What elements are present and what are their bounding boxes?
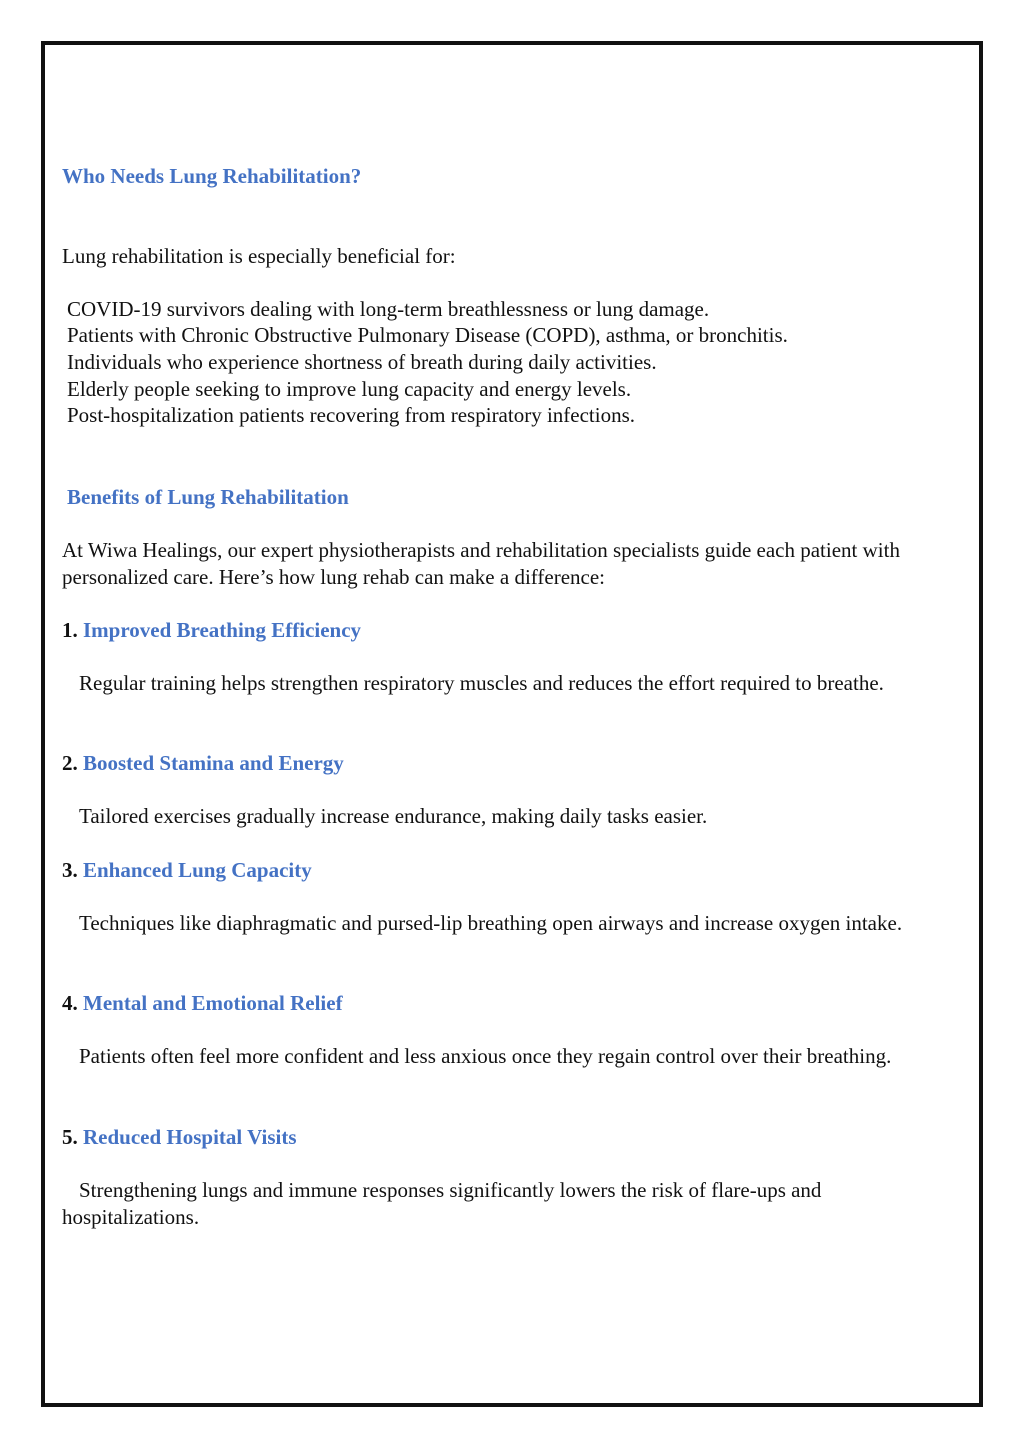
benefit-title: Improved Breathing Efficiency	[83, 618, 362, 642]
benefits-intro: At Wiwa Healings, our expert physiotherapists and rehabilitation specialists guide each patient with personalized care. Here’s how lung rehab can make a difference:	[62, 538, 900, 589]
benefit-text: Techniques like diaphragmatic and pursed-lip breathing open airways and increase oxygen intake.	[79, 911, 903, 935]
benefit-text: Patients often feel more confident and less anxious once they regain control over their breathing.	[79, 1044, 892, 1068]
list-item: Patients with Chronic Obstructive Pulmonary Disease (COPD), asthma, or bronchitis.	[67, 323, 788, 347]
list-item: Elderly people seeking to improve lung capacity and energy levels.	[67, 377, 632, 401]
section-intro: Lung rehabilitation is especially beneficial for:	[62, 244, 456, 268]
benefit-number: 5.	[62, 1125, 78, 1149]
benefit-title: Mental and Emotional Relief	[83, 991, 343, 1015]
list-item: Individuals who experience shortness of breath during daily activities.	[67, 350, 657, 374]
benefit-heading	[62, 990, 343, 1017]
list-item: Post-hospitalization patients recovering from respiratory infections.	[67, 403, 636, 427]
list-item: COVID-19 survivors dealing with long-term breathlessness or lung damage.	[67, 297, 710, 321]
benefit-heading	[62, 617, 361, 644]
benefit-heading	[62, 857, 312, 884]
benefit-heading	[62, 1124, 297, 1151]
benefit-number: 1.	[62, 618, 78, 642]
benefit-number: 2.	[62, 751, 78, 775]
section-heading-benefits: Benefits of Lung Rehabilitation	[67, 485, 349, 509]
benefit-text: Regular training helps strengthen respiratory muscles and reduces the effort required to breathe.	[79, 671, 884, 695]
benefit-title: Reduced Hospital Visits	[83, 1125, 297, 1149]
benefit-number: 4.	[62, 991, 78, 1015]
benefit-text: Strengthening lungs and immune responses significantly lowers the risk of flare-ups and hospitalizations.	[62, 1178, 822, 1229]
benefit-number: 3.	[62, 858, 78, 882]
benefit-title: Boosted Stamina and Energy	[83, 751, 344, 775]
benefit-title: Enhanced Lung Capacity	[83, 858, 312, 882]
section-heading-who-needs: Who Needs Lung Rehabilitation?	[62, 164, 362, 188]
benefit-text: Tailored exercises gradually increase endurance, making daily tasks easier.	[79, 804, 708, 828]
benefit-heading	[62, 750, 344, 777]
